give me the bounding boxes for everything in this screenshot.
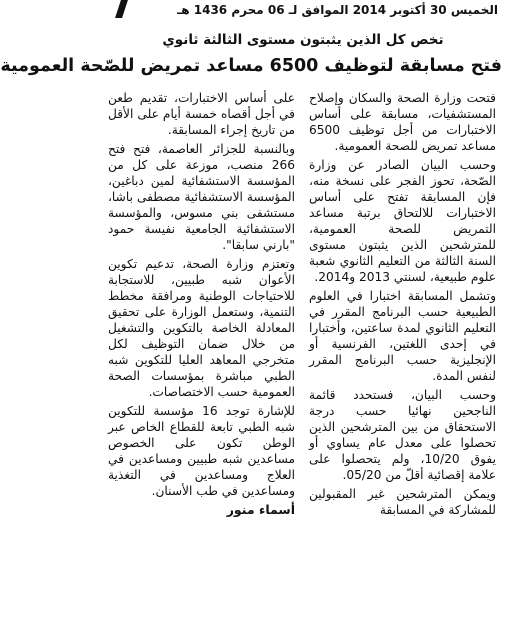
- article-kicker: تخص كل الذين يثبتون مستوى الثالثة ثانوي: [162, 32, 444, 48]
- article-headline: فتح مسابقة لتوظيف 6500 مساعد تمريض للصّحة العمومية: [0, 56, 502, 76]
- left-column: [108, 90, 295, 631]
- right-column: [309, 90, 496, 631]
- paragraph: وتعتزم وزارة الصحة، تدعيم تكوين الأعوان شبه طبيين، للاستجابة للاحتياجات الوطنية ومرافقة مخطط التنمية، وستعمل الوزارة على تحقيق المعادلة الخاصة بالتكوين والتشغيل من خلال ضمان التوظيف لكل متخرجي المعاهد العليا للتكوين شبه الطبي مباشرة بمؤسسات الصحة العمومية حسب الاختصاصات.: [108, 257, 295, 399]
- paragraph: للإشارة توجد 16 مؤسسة للتكوين شبه الطبي تابعة للقطاع الخاص عبر الوطن تكون على الخصوص مساعدين شبه طبيين ومساعدين في العلاج ومساعدين في التغذية ومساعدين في طب الأسنان.: [108, 404, 295, 498]
- paragraph: وبالنسبة للجزائر العاصمة، فتح فتح 266 منصب، موزعة على كل من المؤسسة الاستشفائية لمين دباغين، المؤسسة الاستشفائية مصطفى باشا، مستشفى بني مسوس، والمؤسسة الاستشفائية الجامعية نفيسة حمود "بارني سابقا".: [108, 142, 295, 252]
- paragraph: وتشمل المسابقة اختبارا في العلوم الطبيعية حسب البرنامج المقرر في التعليم الثانوي لمدة ساعتين، وأختبارا في إحدى اللغتين، الفرنسية أو الإنجليزية حسب البرنامج المقرر لنفس المدة.: [309, 289, 496, 383]
- paragraph: فتحت وزارة الصحة والسكان وإصلاح المستشفيات، مسابقة على أساس الاختبارات من أجل توظيف 6500 مساعد تمريض للصحة العمومية.: [309, 91, 496, 153]
- paragraph: على أساس الاختبارات، تقديم طعن في أجل أقصاه خمسة أيام على الأقل من تاريخ إجراء المسابقة.: [108, 91, 295, 137]
- paragraph: ويمكن المترشحين غير المقبولين للمشاركة في المسابقة: [309, 487, 496, 517]
- author-byline: أسماء منور: [226, 502, 295, 517]
- article-body: [108, 90, 496, 631]
- issue-date: الخميس 30 أكتوبر 2014 الموافق لـ 06 محرم 1436 هـ: [177, 3, 498, 17]
- slash-mark: [115, 0, 128, 18]
- paragraph: وحسب البيان الصادر عن وزارة الصّحة، تحوز الفجر على نسخة منه، فإن المسابقة تفتح على أساس الاختبارات للالتحاق برتبة مساعد التمريض للصحة العمومية، للمترشحين الذين يثبتون مستوى السنة الثالثة من التعليم الثانوي شعبة علوم طبيعية، لسنتي 2013 و2014.: [309, 158, 496, 284]
- paragraph: وحسب البيان، فستحدد قائمة الناجحين نهائيا حسب درجة الاستحقاق من بين المترشحين الذين تحصلوا على معدل عام يساوي أو يفوق 10/20، ولم يتحصلوا على علامة إقصائية أقلّ من 05/20.: [309, 388, 496, 482]
